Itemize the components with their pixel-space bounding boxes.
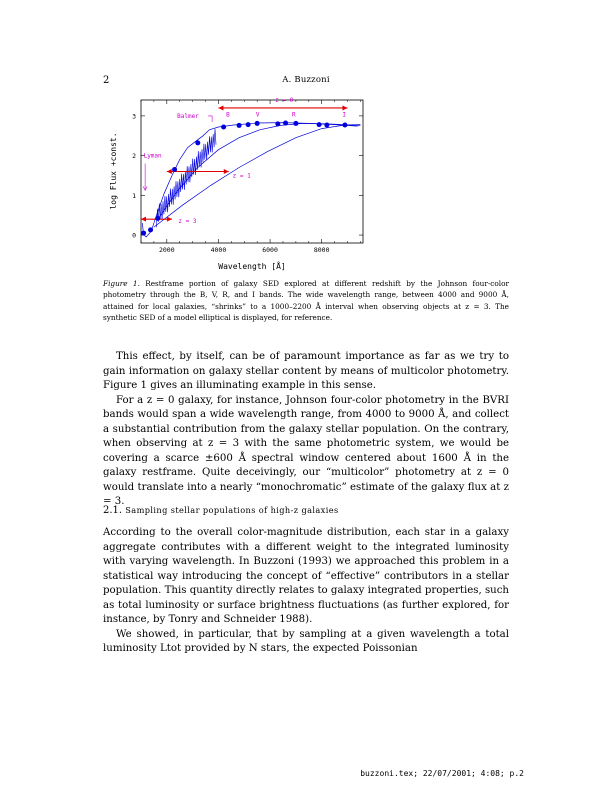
photometry-point [293, 121, 298, 126]
caption-text: Restframe portion of galaxy SED explored at different redshift by the Johnson four-color photometry through the B, V, R, and I bands. The wide wavelength range, between 4000 and 9000 Å, attained for local galaxies, “shrinks” to a 1000–2200 Å interval when observing objects at z = 3. The synthetic SED of a model elliptical is displayed, for reference. [103, 279, 509, 322]
photometry-point [221, 125, 226, 130]
z3-label: z = 3 [178, 218, 197, 226]
z0-range-arrow-head-right [343, 105, 348, 110]
sed-curve-main [142, 123, 357, 237]
section-paragraph-1: According to the overall color-magnitude distribution, each star in a galaxy aggregate contributes with a different weight to the integrated luminosity with varying wavelength. In Buzzoni (1993) we approached this problem in a statistical way introducing the concept of “effective” contributors in a stellar population. This quantity directly relates to galaxy integrated properties, such as total luminosity or surface brightness fluctuations (as further explored, for instance, by Tonry and Schneider 1988). [103, 527, 509, 626]
y-tick-label: 1 [132, 191, 136, 200]
band-R-label: R [292, 111, 296, 119]
z3-range-arrow-head-right [167, 217, 172, 222]
y-tick-label: 0 [132, 231, 136, 240]
sed-figure [100, 95, 370, 273]
band-I-label: I [342, 111, 346, 119]
photometry-point [195, 140, 200, 145]
x-axis-label: Wavelength [Å] [218, 262, 286, 271]
figure-caption [103, 278, 509, 323]
x-tick-label: 4000 [210, 246, 227, 254]
balmer-arrow [208, 116, 212, 122]
x-tick-label: 6000 [262, 246, 278, 254]
lyman-label: Lyman [143, 152, 162, 160]
z3-range-arrow-head-left [141, 217, 146, 222]
photometry-point [155, 216, 160, 221]
z1-range-arrow-head-left [167, 169, 172, 174]
x-tick-label: 2000 [158, 246, 175, 254]
running-author: A. Buzzoni [282, 75, 330, 85]
y-axis-label: log Flux +const. [109, 132, 118, 210]
photometry-point [342, 123, 347, 128]
page-number: 2 [103, 75, 110, 86]
section-number: 2.1. [103, 505, 123, 516]
x-tick-label: 8000 [313, 246, 330, 254]
section-paragraph-2: We showed, in particular, that by sampling at a given wavelength a total luminosity Ltot provided by N stars, the expected Poissonian [103, 628, 509, 655]
photometry-point [246, 122, 251, 127]
page-header [103, 75, 509, 89]
section-body [103, 526, 509, 657]
photometry-point [148, 227, 153, 232]
z0-range-arrow-head-left [218, 105, 223, 110]
photometry-point [324, 123, 329, 128]
page-footer: buzzoni.tex; 22/07/2001; 4:08; p.2 [360, 769, 524, 778]
section-heading [103, 505, 509, 516]
body-text [103, 350, 509, 510]
paragraph-1: This effect, by itself, can be of paramount importance as far as we try to gain information on galaxy stellar content by means of multicolor photometry. Figure 1 gives an illuminating example in this sense. [103, 351, 509, 392]
band-B-label: B [226, 111, 230, 119]
photometry-point [317, 122, 322, 127]
y-tick-label: 2 [132, 152, 136, 161]
z0-label: z = 0 [275, 96, 294, 104]
photometry-point [237, 123, 242, 128]
z0-range-arrow [218, 105, 347, 110]
photometry-point [172, 167, 177, 172]
sed-absorption-lines [157, 129, 217, 227]
photometry-point [275, 121, 280, 126]
band-V-label: V [255, 111, 260, 119]
y-tick-label: 3 [132, 112, 136, 121]
paragraph-2: For a z = 0 galaxy, for instance, Johnson four-color photometry in the BVRI bands would span a wide wavelength range, from 4000 to 9000 Å, and collect a substantial contribution from the galaxy stellar population. On the contrary, when observing at z = 3 with the same photometric system, we would be covering a scarce ±600 Å spectral window centered about 1600 Å in the galaxy restframe. Quite deceivingly, our “multicolor” photometry at z = 0 would translate into a nearly “monochromatic” estimate of the galaxy flux at z = 3. [103, 394, 509, 508]
caption-label: Figure 1. [103, 279, 140, 288]
photometry-point [283, 121, 288, 126]
z1-range-arrow-head-right [224, 169, 229, 174]
photometry-point [141, 231, 146, 236]
z1-label: z = 1 [232, 172, 251, 180]
section-title: Sampling stellar populations of high-z galaxies [125, 505, 339, 515]
photometry-point [255, 121, 260, 126]
balmer-label: Balmer [177, 112, 199, 120]
